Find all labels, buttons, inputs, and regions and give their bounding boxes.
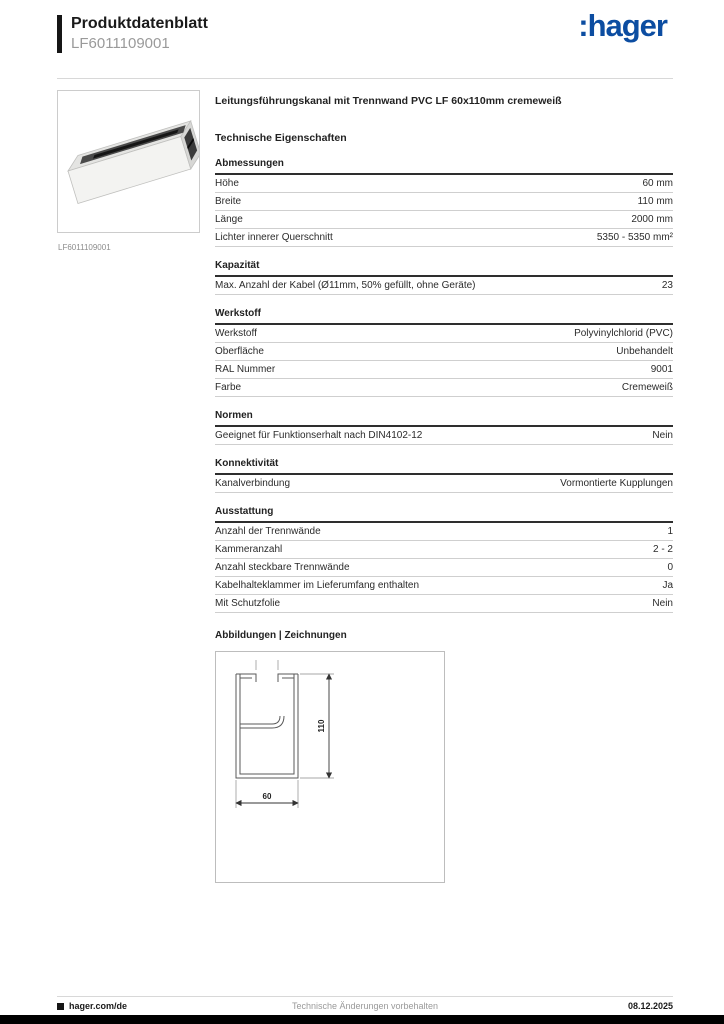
spec-value: Nein bbox=[652, 430, 673, 441]
spec-label: Höhe bbox=[215, 178, 239, 189]
technical-properties-heading: Technische Eigenschaften bbox=[215, 132, 347, 144]
spec-section bbox=[215, 458, 673, 493]
product-image bbox=[57, 90, 200, 233]
footer-notice: Technische Änderungen vorbehalten bbox=[291, 1001, 439, 1011]
section-title: Werkstoff bbox=[215, 308, 673, 325]
spec-label: Kanalverbindung bbox=[215, 478, 291, 489]
spec-row bbox=[215, 541, 673, 559]
spec-label: Anzahl steckbare Trennwände bbox=[215, 562, 350, 573]
cross-section-drawing bbox=[216, 652, 444, 882]
hager-logo: :hager bbox=[578, 8, 667, 43]
spec-row bbox=[215, 343, 673, 361]
spec-row bbox=[215, 595, 673, 613]
width-dimension-label: 60 bbox=[262, 792, 272, 801]
bottom-bar bbox=[0, 1015, 724, 1024]
section-title: Ausstattung bbox=[215, 506, 673, 523]
footer-divider bbox=[57, 996, 673, 997]
product-image-caption: LF6011109001 bbox=[58, 243, 111, 252]
spec-label: RAL Nummer bbox=[215, 364, 276, 375]
spec-value: 5350 - 5350 mm² bbox=[596, 232, 673, 243]
spec-value: 0 bbox=[667, 562, 673, 573]
spec-row bbox=[215, 325, 673, 343]
technical-drawing bbox=[215, 651, 445, 883]
header-titles bbox=[71, 14, 208, 53]
product-image-drawing bbox=[58, 91, 199, 232]
spec-row bbox=[215, 277, 673, 295]
spec-row bbox=[215, 427, 673, 445]
spec-label: Farbe bbox=[215, 382, 242, 393]
spec-value: 1 bbox=[667, 526, 673, 537]
spec-row bbox=[215, 475, 673, 493]
section-title: Normen bbox=[215, 410, 673, 427]
spec-label: Werkstoff bbox=[215, 328, 257, 339]
product-id: LF6011109001 bbox=[71, 35, 170, 52]
spec-label: Kabelhalteklammer im Lieferumfang enthalten bbox=[215, 580, 419, 591]
spec-section bbox=[215, 308, 673, 397]
height-dimension-label: 110 bbox=[317, 719, 326, 733]
spec-value: Cremeweiß bbox=[621, 382, 673, 393]
spec-label: Anzahl der Trennwände bbox=[215, 526, 321, 537]
doc-title: Produktdatenblatt bbox=[71, 15, 208, 32]
spec-label: Breite bbox=[215, 196, 242, 207]
spec-value: 2 - 2 bbox=[652, 544, 673, 555]
spec-label: Lichter innerer Querschnitt bbox=[215, 232, 333, 243]
header-accent-bar bbox=[57, 15, 62, 53]
spec-value: Unbehandelt bbox=[616, 346, 673, 357]
spec-value: 2000 mm bbox=[631, 214, 673, 225]
spec-row bbox=[215, 175, 673, 193]
spec-value: Vormontierte Kupplungen bbox=[560, 478, 673, 489]
drawings-heading: Abbildungen | Zeichnungen bbox=[215, 630, 347, 641]
section-title: Abmessungen bbox=[215, 158, 673, 175]
spec-value: 9001 bbox=[650, 364, 673, 375]
spec-row bbox=[215, 577, 673, 595]
main-content bbox=[215, 90, 673, 883]
product-title: Leitungsführungskanal mit Trennwand PVC LF 60x110mm cremeweiß bbox=[215, 95, 562, 107]
spec-label: Länge bbox=[215, 214, 243, 225]
spec-row bbox=[215, 559, 673, 577]
spec-value: Polyvinylchlorid (PVC) bbox=[574, 328, 673, 339]
spec-value: Ja bbox=[662, 580, 673, 591]
spec-label: Geeignet für Funktionserhalt nach DIN4102-12 bbox=[215, 430, 423, 441]
section-title: Konnektivität bbox=[215, 458, 673, 475]
spec-label: Max. Anzahl der Kabel (Ø11mm, 50% gefüllt, ohne Geräte) bbox=[215, 280, 476, 291]
spec-row bbox=[215, 523, 673, 541]
spec-row bbox=[215, 379, 673, 397]
spec-label: Oberfläche bbox=[215, 346, 264, 357]
spec-section bbox=[215, 260, 673, 295]
spec-row bbox=[215, 193, 673, 211]
spec-value: 60 mm bbox=[642, 178, 673, 189]
section-title: Kapazität bbox=[215, 260, 673, 277]
spec-row bbox=[215, 229, 673, 247]
footer-date: 08.12.2025 bbox=[627, 1001, 673, 1011]
spec-section bbox=[215, 158, 673, 247]
header-divider bbox=[57, 78, 673, 79]
spec-section bbox=[215, 506, 673, 613]
spec-sections bbox=[215, 158, 673, 613]
spec-label: Kammeranzahl bbox=[215, 544, 283, 555]
spec-value: Nein bbox=[652, 598, 673, 609]
spec-value: 110 mm bbox=[637, 196, 673, 207]
spec-section bbox=[215, 410, 673, 445]
spec-value: 23 bbox=[661, 280, 673, 291]
spec-row bbox=[215, 361, 673, 379]
footer-site-label[interactable]: hager.com/de bbox=[69, 1001, 128, 1011]
spec-label: Mit Schutzfolie bbox=[215, 598, 281, 609]
footer bbox=[57, 1001, 673, 1013]
spec-row bbox=[215, 211, 673, 229]
